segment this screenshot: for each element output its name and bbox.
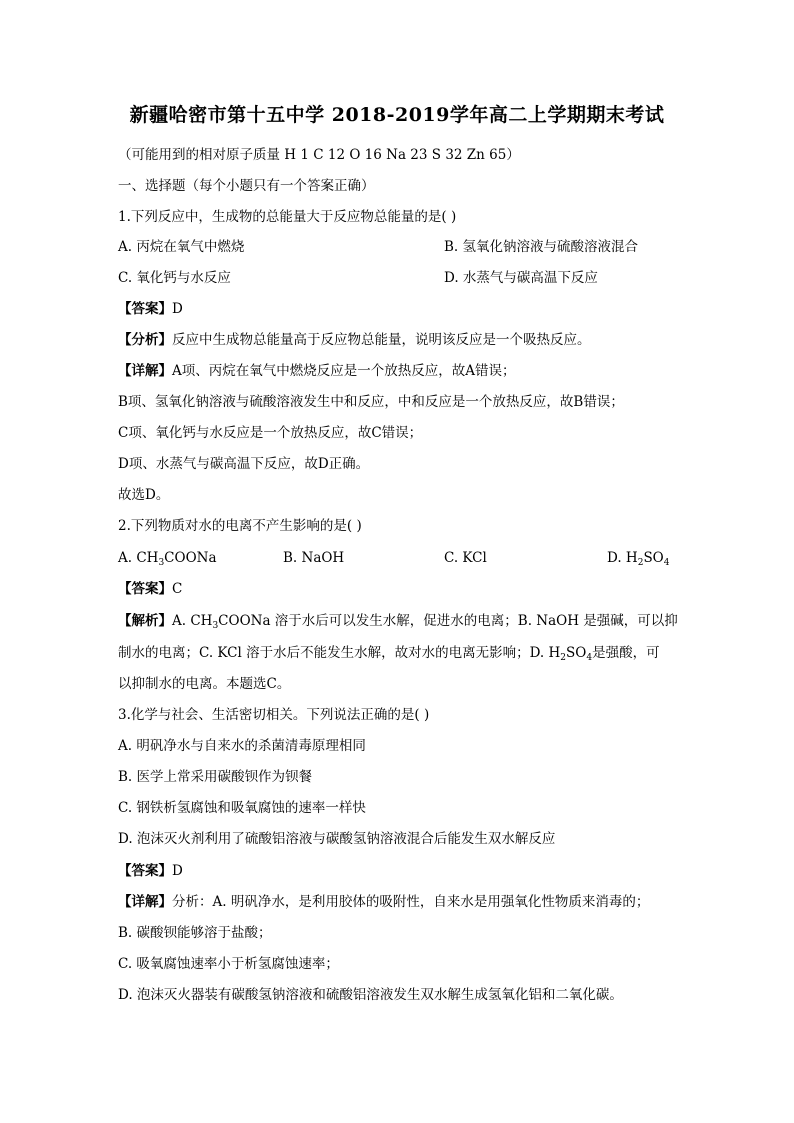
answer-value: C <box>172 581 183 597</box>
atomic-mass-note: （可能用到的相对原子质量 H 1 C 12 O 16 Na 23 S 32 Zn 65） <box>118 147 520 163</box>
question-2-analysis-1: 【解析】A. $CH_3COONa$ 溶于水后可以发生水解，促进水的电离；B. NaOH 是强碱，可以抑 <box>118 613 678 631</box>
question-1-answer <box>118 300 183 318</box>
detail-tag: 【详解】 <box>118 363 172 379</box>
question-1-option-d: D. 水蒸气与碳高温下反应 <box>444 270 598 286</box>
question-3-detail-1 <box>118 893 649 911</box>
question-3-option-c: C. 钢铁析氢腐蚀和吸氧腐蚀的速率一样快 <box>118 800 366 816</box>
question-1-option-c: C. 氧化钙与水反应 <box>118 270 231 286</box>
question-2-stem: 2.下列物质对水的电离不产生影响的是( ) <box>118 518 362 534</box>
detail-tag: 【详解】 <box>118 894 172 910</box>
question-3-detail-4: D. 泡沫灭火器装有碳酸氢钠溶液和硫酸铝溶液发生双水解生成氢氧化铝和二氧化碳。 <box>118 987 623 1003</box>
question-3-option-a: A. 明矾净水与自来水的杀菌清毒原理相同 <box>118 738 366 754</box>
question-3-detail-2: B. 碳酸钡能够溶于盐酸； <box>118 925 272 941</box>
question-1-stem: 1.下列反应中，生成物的总能量大于反应物总能量的是( ) <box>118 209 457 225</box>
question-2-option-c: C. KCl <box>444 550 487 566</box>
answer-tag: 【答案】 <box>118 301 172 317</box>
analysis-tag: 【解析】 <box>118 613 172 629</box>
answer-tag: 【答案】 <box>118 581 172 597</box>
question-3-option-d: D. 泡沫灭火剂利用了硫酸铝溶液与碳酸氢钠溶液混合后能发生双水解反应 <box>118 831 556 847</box>
question-1-option-b: B. 氢氧化钠溶液与硫酸溶液混合 <box>444 239 639 255</box>
analysis-tag: 【分析】 <box>118 332 172 348</box>
question-2-analysis-3: 以抑制水的电离。本题选C。 <box>118 676 291 692</box>
question-2-answer <box>118 580 182 598</box>
question-3-answer <box>118 862 183 880</box>
detail-text: A项、丙烷在氧气中燃烧反应是一个放热反应，故A错误； <box>172 363 516 379</box>
question-1-analysis <box>118 331 591 349</box>
question-2-option-a: A. $CH_3COONa$ <box>118 550 217 568</box>
detail-text: 分析：A. 明矾净水，是利用胶体的吸附性，自来水是用强氧化性物质来消毒的； <box>172 894 650 910</box>
question-3-option-b: B. 医学上常采用碳酸钡作为钡餐 <box>118 769 313 785</box>
question-1-detail-4: D项、水蒸气与碳高温下反应，故D正确。 <box>118 456 370 472</box>
question-2-option-d: D. $H_2SO_4$ <box>607 550 670 568</box>
question-2-analysis-2: 制水的电离；C. KCl 溶于水后不能发生水解，故对水的电离无影响；D. $H_2SO_4$是强酸，可 <box>118 645 660 663</box>
question-3-stem: 3.化学与社会、生活密切相关。下列说法正确的是( ) <box>118 707 430 723</box>
answer-tag: 【答案】 <box>118 863 172 879</box>
answer-value: D <box>172 863 183 879</box>
question-1-detail-1 <box>118 362 516 380</box>
answer-value: D <box>172 301 183 317</box>
question-1-option-a: A. 丙烷在氧气中燃烧 <box>118 239 245 255</box>
question-1-detail-5: 故选D。 <box>118 487 170 503</box>
question-3-detail-3: C. 吸氧腐蚀速率小于析氢腐蚀速率； <box>118 956 339 972</box>
section-heading: 一、选择题（每个小题只有一个答案正确） <box>118 178 375 194</box>
question-2-option-b: B. NaOH <box>283 550 345 566</box>
page-title: 新疆哈密市第十五中学 2018-2019学年高二上学期期末考试 <box>129 104 665 126</box>
question-1-detail-2: B项、氢氧化钠溶液与硫酸溶液发生中和反应，中和反应是一个放热反应，故B错误； <box>118 394 624 410</box>
analysis-text: 反应中生成物总能量高于反应物总能量，说明该反应是一个吸热反应。 <box>172 332 591 348</box>
question-1-detail-3: C项、氧化钙与水反应是一个放热反应，故C错误； <box>118 425 423 441</box>
